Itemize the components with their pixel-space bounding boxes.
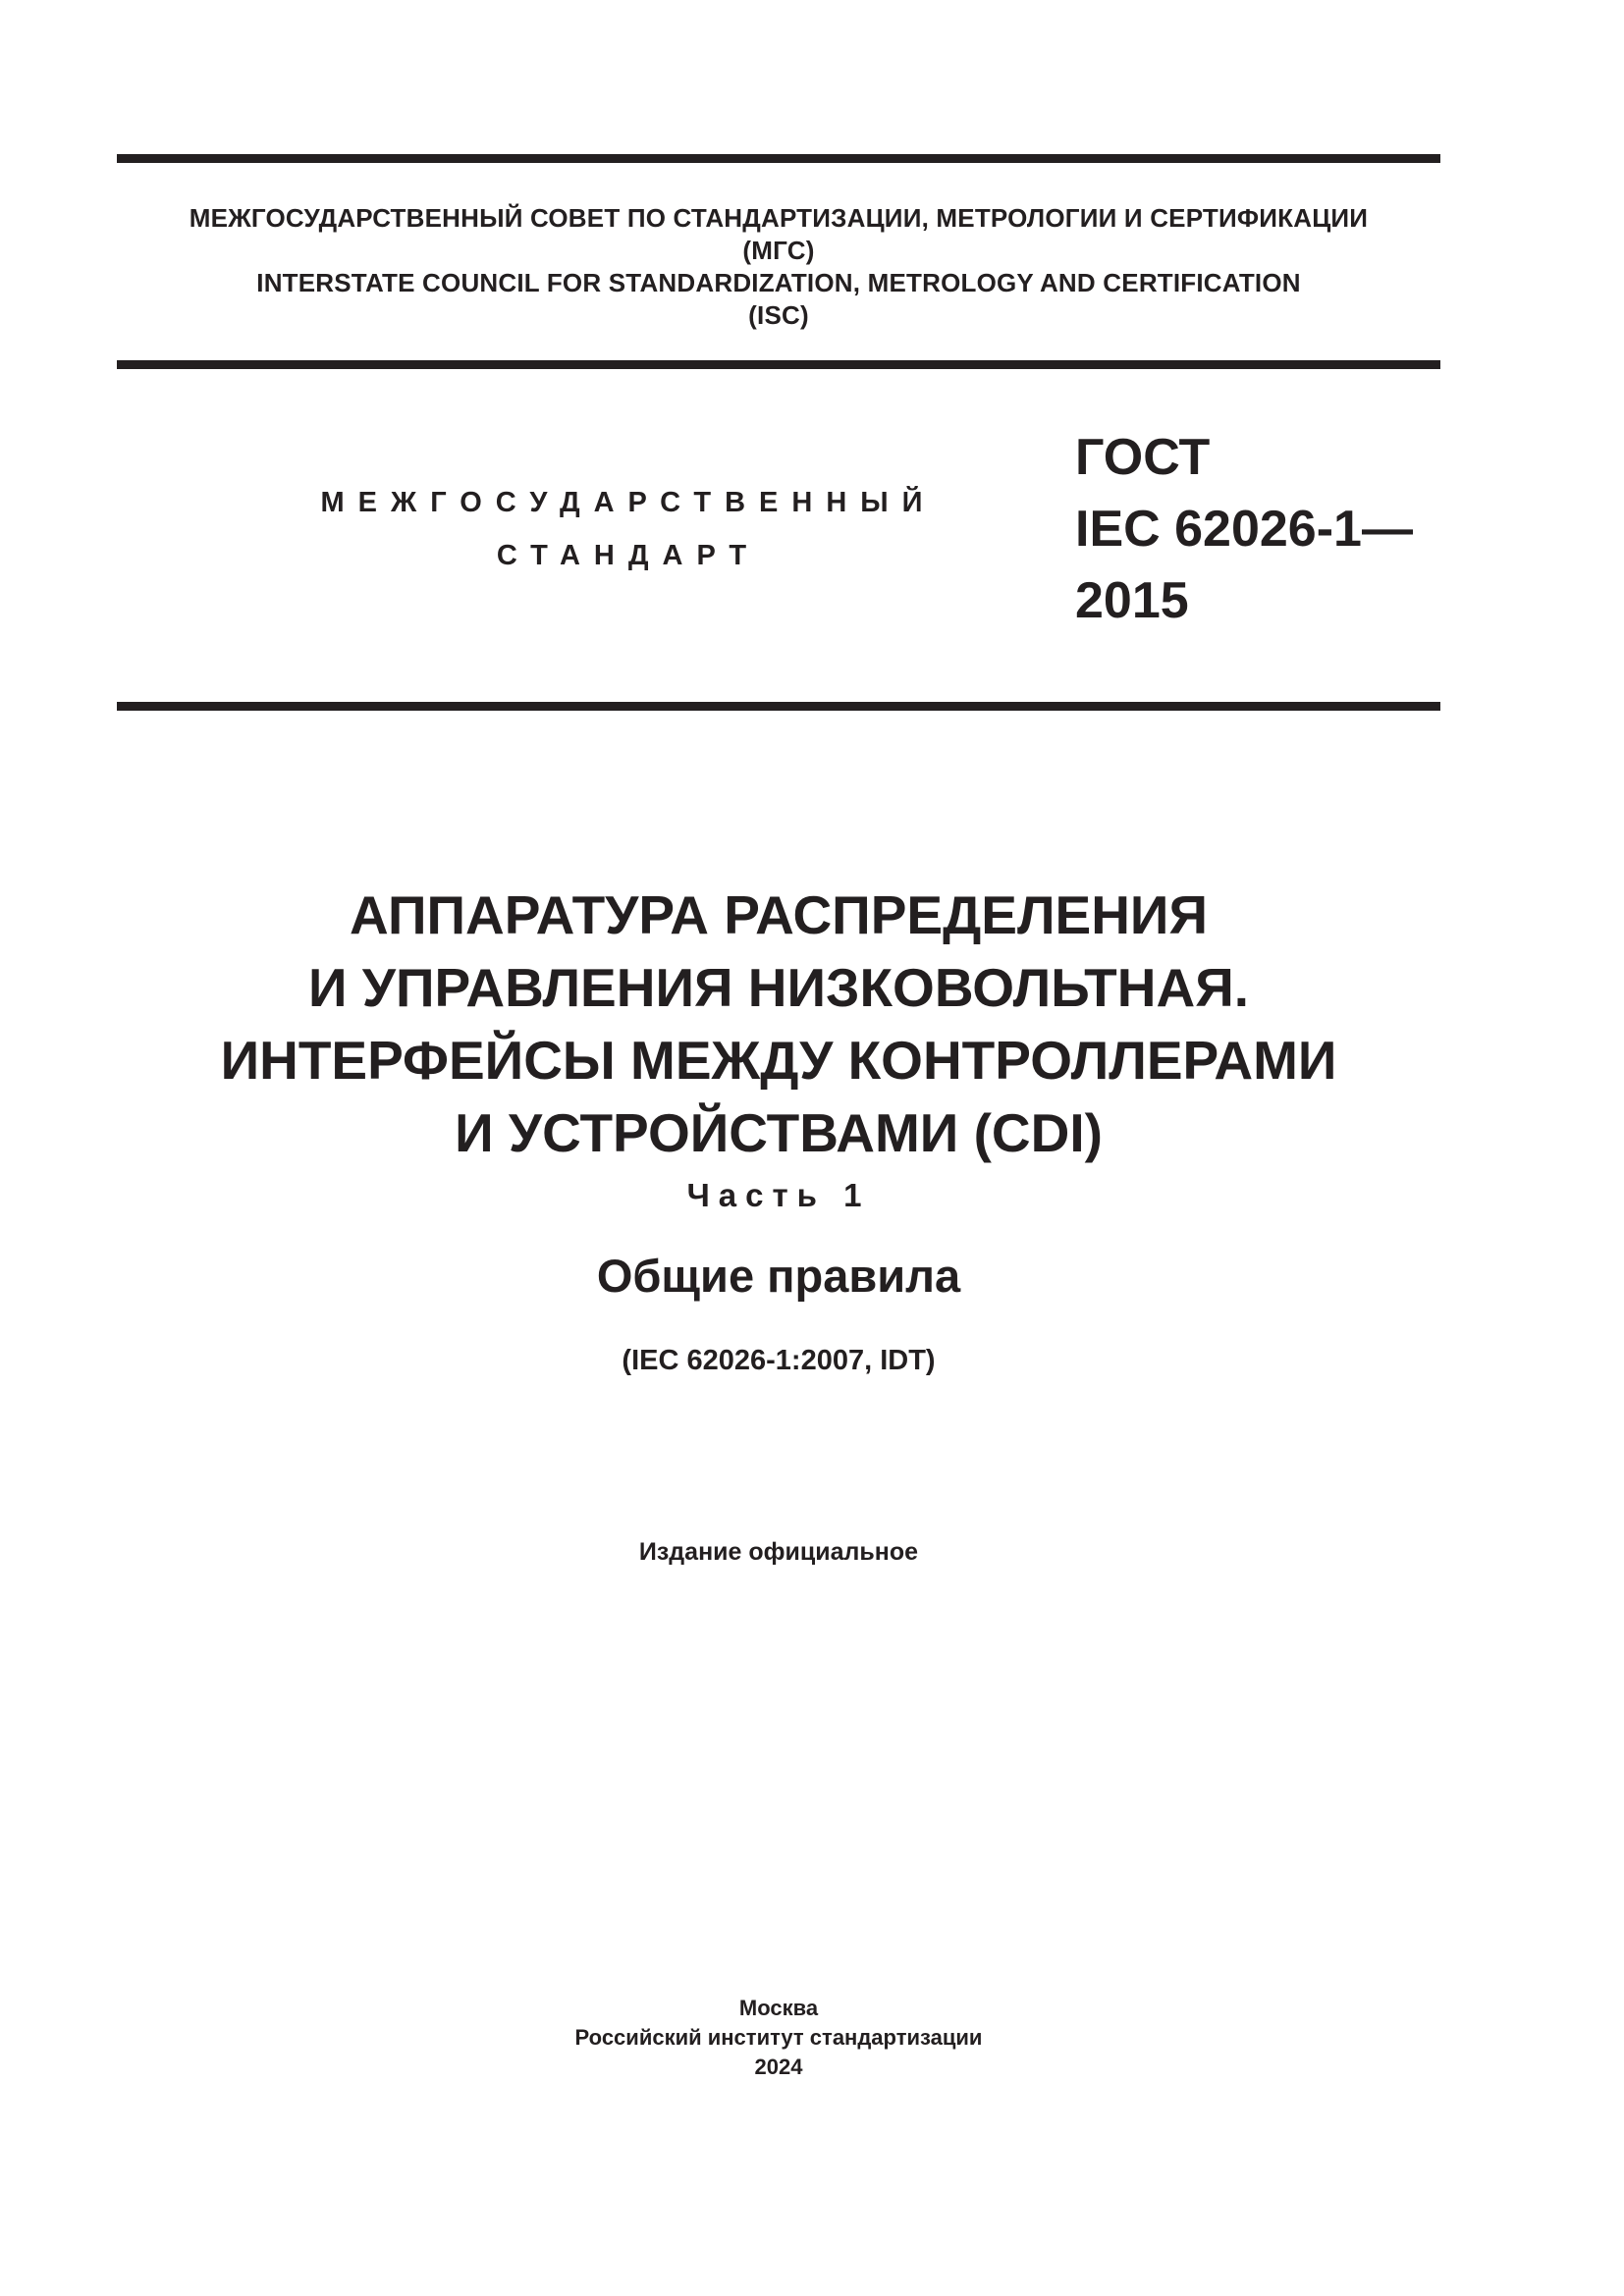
title-line-2: И УПРАВЛЕНИЯ НИЗКОВОЛЬТНАЯ. <box>307 957 1250 1018</box>
council-abbr-ru: (МГС) <box>742 236 815 265</box>
council-name-en: INTERSTATE COUNCIL FOR STANDARDIZATION, METROLOGY AND CERTIFICATION <box>256 268 1301 297</box>
top-rule <box>117 154 1440 163</box>
imprint-publisher: Российский институт стандартизации <box>574 2025 983 2050</box>
standard-type-line-2: СТАНДАРТ <box>496 540 761 571</box>
imprint-city: Москва <box>738 1996 819 2020</box>
title-line-3: ИНТЕРФЕЙСЫ МЕЖДУ КОНТРОЛЛЕРАМИ <box>220 1030 1337 1091</box>
council-header <box>117 202 1440 332</box>
standard-type-label <box>295 476 962 582</box>
imprint-year: 2024 <box>754 2055 803 2079</box>
council-name-ru: МЕЖГОСУДАРСТВЕННЫЙ СОВЕТ ПО СТАНДАРТИЗАЦИИ, МЕТРОЛОГИИ И СЕРТИФИКАЦИИ <box>189 203 1369 233</box>
title-line-4: И УСТРОЙСТВАМИ (CDI) <box>455 1102 1103 1163</box>
part-number: Часть 1 <box>686 1177 871 1213</box>
designation-line-3: 2015 <box>1075 572 1189 629</box>
standard-designation <box>1075 422 1413 637</box>
part-subtitle: Общие правила <box>596 1250 961 1302</box>
document-title <box>117 879 1440 1169</box>
title-line-1: АППАРАТУРА РАСПРЕДЕЛЕНИЯ <box>349 884 1208 945</box>
iec-reference: (IEC 62026-1:2007, IDT) <box>622 1345 936 1376</box>
imprint <box>117 1994 1440 2082</box>
designation-line-1: ГОСТ <box>1075 429 1211 486</box>
designation-rule <box>117 702 1440 711</box>
designation-line-2: IEC 62026-1— <box>1075 501 1413 558</box>
council-abbr-en: (ISC) <box>748 300 809 330</box>
standard-type-line-1: МЕЖГОСУДАРСТВЕННЫЙ <box>320 487 937 518</box>
edition-label: Издание официальное <box>638 1538 919 1566</box>
header-rule <box>117 360 1440 369</box>
